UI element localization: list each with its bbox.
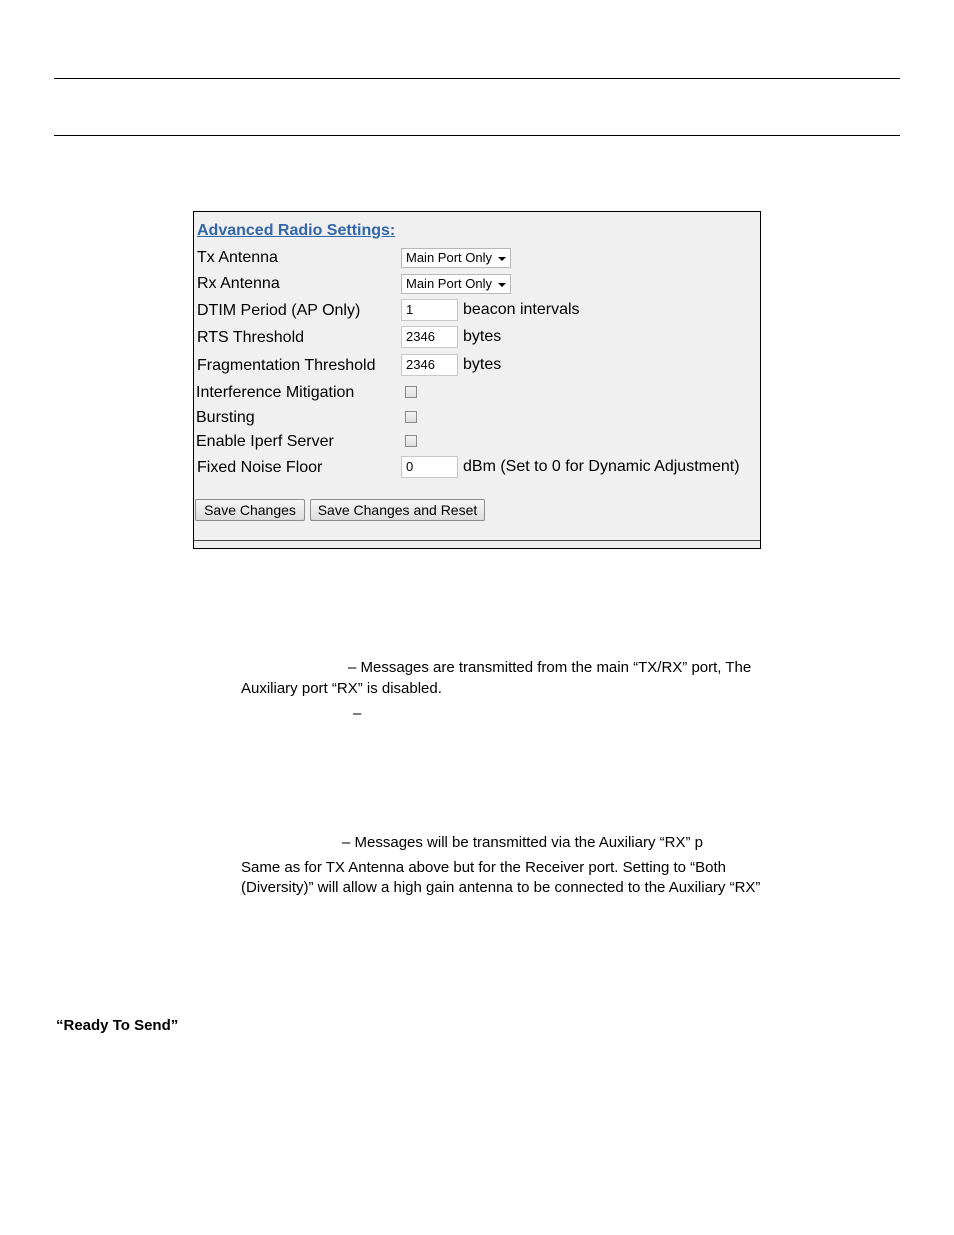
tx-main-port-description-cont: Auxiliary port “RX” is disabled. — [241, 680, 442, 697]
rx-antenna-label: Rx Antenna — [197, 275, 280, 292]
enable-iperf-server-checkbox[interactable] — [405, 435, 417, 447]
fixed-noise-floor-unit: dBm (Set to 0 for Dynamic Adjustment) — [463, 458, 740, 475]
panel-divider — [194, 540, 760, 541]
dtim-period-label: DTIM Period (AP Only) — [197, 302, 361, 319]
fixed-noise-floor-label: Fixed Noise Floor — [197, 459, 323, 476]
tx-antenna-select[interactable] — [401, 248, 511, 268]
tx-antenna-label: Tx Antenna — [197, 249, 278, 266]
rx-antenna-description-cont: (Diversity)” will allow a high gain antenna to be connected to the Auxiliary “RX” — [241, 879, 761, 896]
header-rule-bottom — [54, 135, 900, 136]
rx-antenna-select[interactable] — [401, 274, 511, 294]
tx-antenna-value: Main Port Only — [406, 250, 492, 265]
advanced-radio-settings-panel — [193, 211, 761, 549]
bursting-label: Bursting — [196, 409, 255, 426]
chevron-down-icon — [498, 283, 506, 287]
interference-mitigation-checkbox[interactable] — [405, 386, 417, 398]
rx-antenna-value: Main Port Only — [406, 276, 492, 291]
save-changes-button[interactable]: Save Changes — [195, 499, 305, 521]
enable-iperf-server-label: Enable Iperf Server — [196, 433, 334, 450]
tx-main-port-description: – Messages are transmitted from the main “TX/RX” port, The — [348, 659, 752, 676]
chevron-down-icon — [498, 257, 506, 261]
rts-threshold-label: RTS Threshold — [197, 329, 305, 346]
interference-mitigation-label: Interference Mitigation — [196, 384, 355, 401]
bursting-checkbox[interactable] — [405, 411, 417, 423]
header-rule-top — [54, 78, 900, 79]
dtim-period-unit: beacon intervals — [463, 301, 580, 318]
tx-aux-port-description: – Messages will be transmitted via the Auxiliary “RX” p — [342, 834, 703, 851]
rx-antenna-description: Same as for TX Antenna above but for the Receiver port. Setting to “Both — [241, 859, 727, 876]
panel-heading: Advanced Radio Settings: — [197, 222, 396, 239]
rts-section-heading: “Ready To Send” — [56, 1017, 179, 1034]
save-changes-and-reset-button[interactable]: Save Changes and Reset — [310, 499, 485, 521]
rts-threshold-input[interactable]: 2346 — [401, 326, 458, 348]
fixed-noise-floor-input[interactable]: 0 — [401, 456, 458, 478]
rts-threshold-unit: bytes — [463, 328, 502, 345]
dtim-period-input[interactable]: 1 — [401, 299, 458, 321]
tx-aux-port-dash: – — [353, 705, 362, 722]
fragmentation-threshold-input[interactable]: 2346 — [401, 354, 458, 376]
fragmentation-threshold-unit: bytes — [463, 356, 502, 373]
fragmentation-threshold-label: Fragmentation Threshold — [197, 357, 376, 374]
